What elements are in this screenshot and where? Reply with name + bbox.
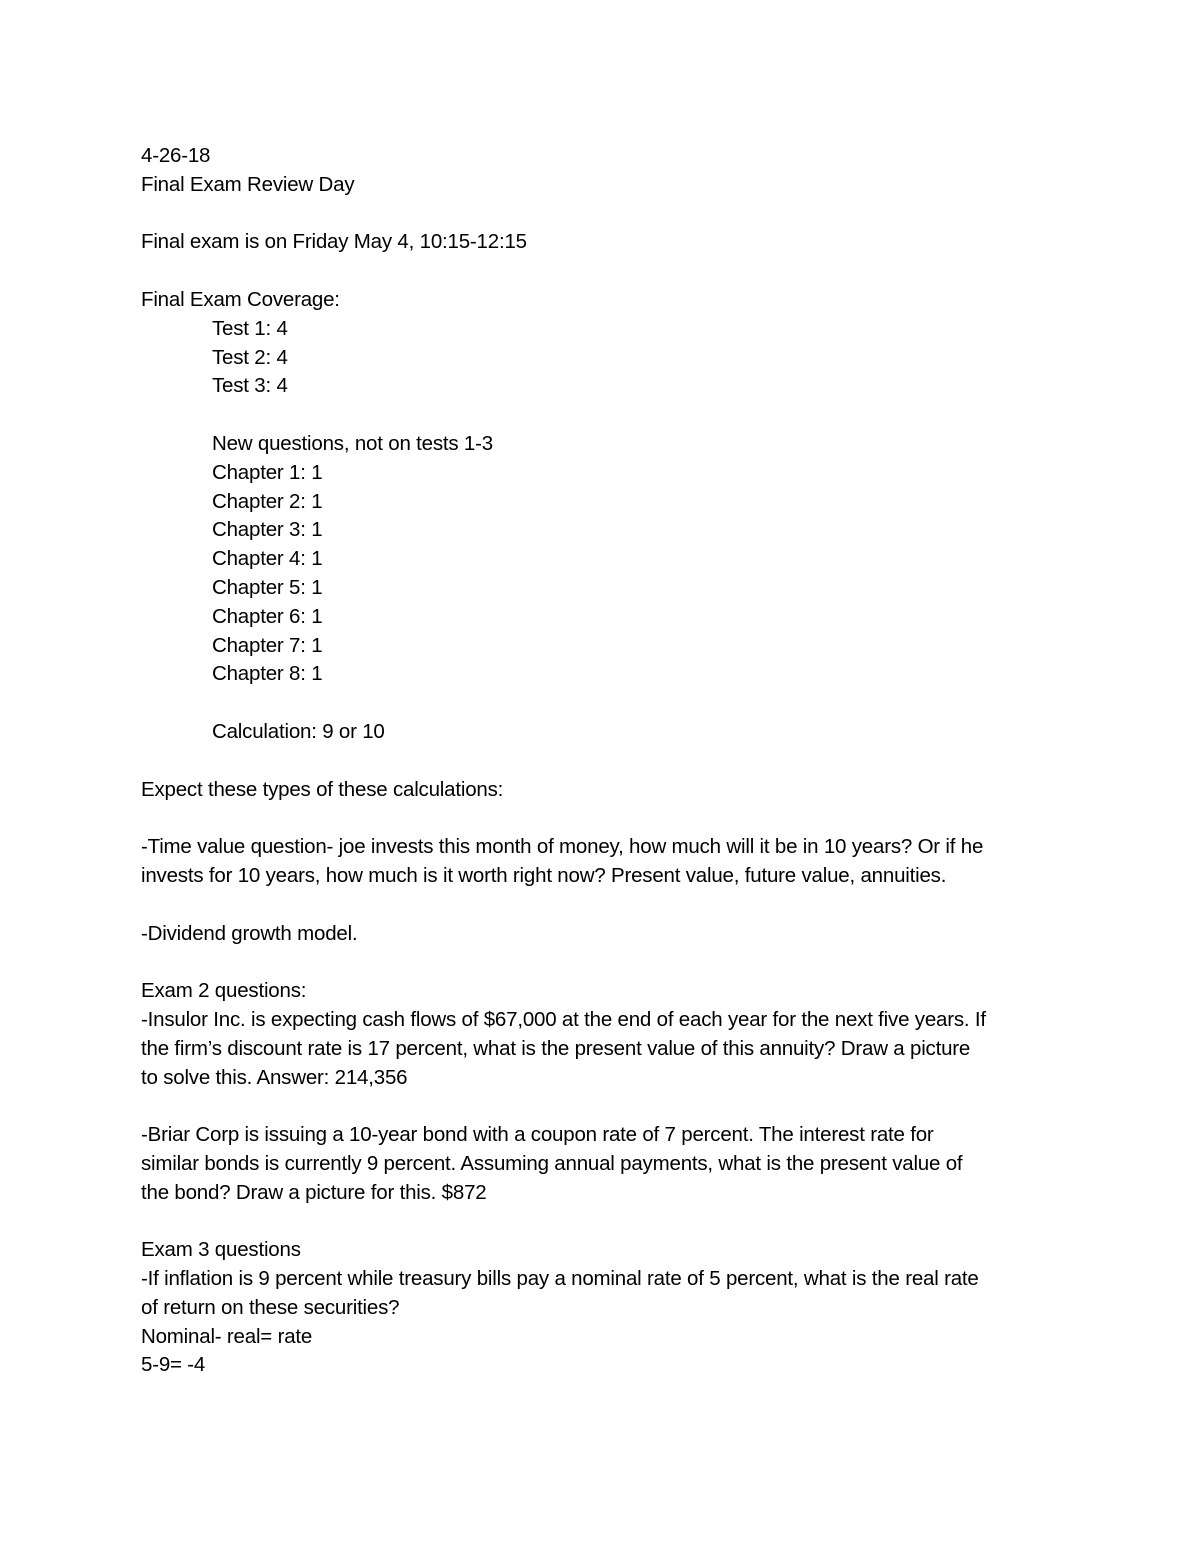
- coverage-test-item: Test 3: 4: [212, 374, 288, 398]
- coverage-chapter-item: Chapter 3: 1: [212, 518, 323, 542]
- exam2-question-line: -Briar Corp is issuing a 10-year bond with a coupon rate of 7 percent. The interest rate for: [141, 1123, 934, 1147]
- blank-line: [141, 1207, 1071, 1236]
- exam2-question-line: to solve this. Answer: 214,356: [141, 1065, 408, 1089]
- coverage-chapter-item: Chapter 7: 1: [212, 633, 323, 657]
- blank-line: [141, 891, 1071, 920]
- coverage-chapter-item: Chapter 6: 1: [212, 604, 323, 628]
- exam3-formula: Nominal- real= rate: [141, 1324, 313, 1348]
- blank-line: [141, 747, 1071, 776]
- coverage-chapter-item: Chapter 2: 1: [212, 489, 323, 513]
- blank-line: [141, 948, 1071, 977]
- blank-line: [141, 200, 1071, 229]
- document-body: [141, 142, 1071, 1380]
- exam3-heading: Exam 3 questions: [141, 1238, 301, 1262]
- calculation-count: Calculation: 9 or 10: [212, 719, 385, 743]
- exam3-calculation: 5-9= -4: [141, 1353, 206, 1377]
- time-value-line: invests for 10 years, how much is it worth right now? Present value, future value, annuities.: [141, 863, 947, 887]
- exam2-question-line: similar bonds is currently 9 percent. Assuming annual payments, what is the present value of: [141, 1151, 963, 1175]
- date-line: 4-26-18: [141, 144, 211, 167]
- new-questions-heading: New questions, not on tests 1-3: [212, 431, 493, 455]
- exam2-question-line: the bond? Draw a picture for this. $872: [141, 1180, 487, 1204]
- blank-line: [141, 689, 1071, 718]
- coverage-chapter-item: Chapter 5: 1: [212, 575, 323, 599]
- exam2-question-line: -Insulor Inc. is expecting cash flows of $67,000 at the end of each year for the next five years. If: [141, 1007, 986, 1031]
- dividend-line: -Dividend growth model.: [141, 921, 358, 945]
- coverage-heading: Final Exam Coverage:: [141, 287, 340, 311]
- exam3-question-line: of return on these securities?: [141, 1295, 400, 1319]
- exam-date-line: Final exam is on Friday May 4, 10:15-12:15: [141, 230, 527, 254]
- exam3-question-line: -If inflation is 9 percent while treasury bills pay a nominal rate of 5 percent, what is the real rate: [141, 1267, 979, 1291]
- coverage-chapter-item: Chapter 1: 1: [212, 460, 323, 484]
- blank-line: [141, 1092, 1071, 1121]
- coverage-chapter-item: Chapter 4: 1: [212, 547, 323, 571]
- page-title: Final Exam Review Day: [141, 172, 355, 196]
- coverage-test-item: Test 2: 4: [212, 345, 288, 369]
- blank-line: [141, 257, 1071, 286]
- exam2-heading: Exam 2 questions:: [141, 979, 307, 1003]
- exam2-question-line: the firm’s discount rate is 17 percent, what is the present value of this annuity? Draw a picture: [141, 1036, 971, 1060]
- time-value-line: -Time value question- joe invests this month of money, how much will it be in 10 years? Or if he: [141, 835, 984, 859]
- coverage-chapter-item: Chapter 8: 1: [212, 662, 323, 686]
- blank-line: [141, 804, 1071, 833]
- coverage-test-item: Test 1: 4: [212, 316, 288, 340]
- blank-line: [141, 401, 1071, 430]
- expect-heading: Expect these types of these calculations:: [141, 777, 504, 801]
